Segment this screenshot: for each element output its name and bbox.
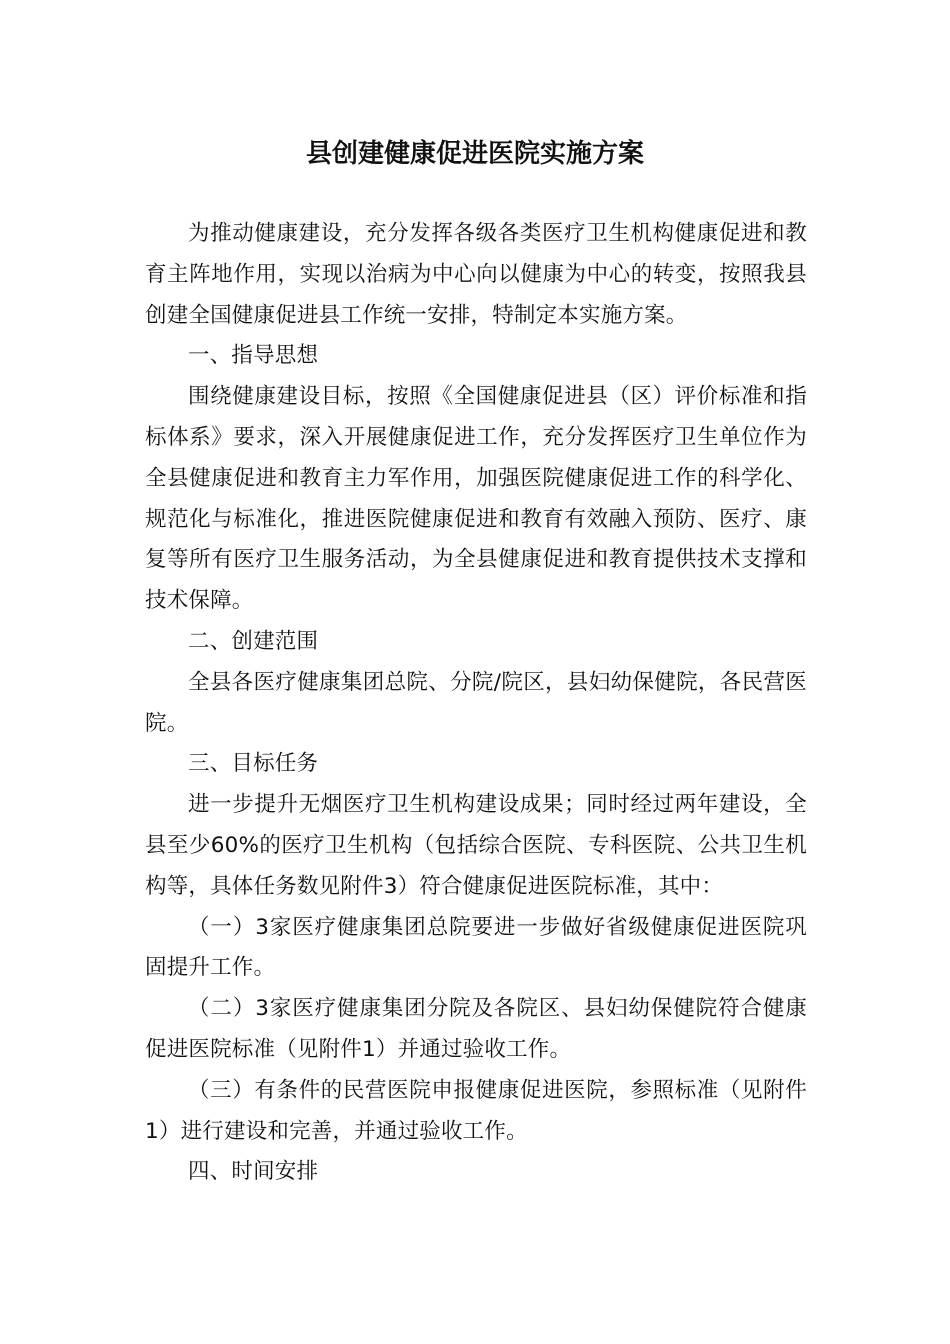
guiding-ideology-paragraph: 围绕健康建设目标，按照《全国健康促进县（区）评价标准和指标体系》要求，深入开展健康促进工作，充分发挥医疗卫生单位作为全县健康促进和教育主力军作用，加强医院健康促进工作的科学化、规范化与标准化，推进医院健康促进和教育有效融入预防、医疗、康复等所有医疗卫生服务活动，为全县健康促进和教育提供技术支撑和技术保障。 — [145, 384, 807, 614]
section-heading-guiding-ideology: 一、指导思想 — [188, 343, 319, 369]
intro-paragraph: 为推动健康建设，充分发挥各级各类医疗卫生机构健康促进和教育主阵地作用，实现以治病为中心向以健康为中心的转变，按照我县创建全国健康促进县工作统一安排，特制定本实施方案。 — [145, 221, 807, 328]
document-body — [145, 214, 807, 1193]
document-title: 县创建健康促进医院实施方案 — [305, 139, 644, 169]
goal-item-3: （三）有条件的民营医院申报健康促进医院，参照标准（见附件1）进行建设和完善，并通过验收工作。 — [145, 1077, 807, 1144]
goals-paragraph: 进一步提升无烟医疗卫生机构建设成果；同时经过两年建设，全县至少60%的医疗卫生机构（包括综合医院、专科医院、公共卫生机构等，具体任务数见附件3）符合健康促进医院标准，其中： — [145, 792, 807, 899]
section-heading-scope: 二、创建范围 — [188, 628, 319, 654]
scope-paragraph: 全县各医疗健康集团总院、分院/院区，县妇幼保健院，各民营医院。 — [145, 669, 807, 736]
section-heading-goals: 三、目标任务 — [188, 751, 319, 777]
goal-item-2: （二）3家医疗健康集团分院及各院区、县妇幼保健院符合健康促进医院标准（见附件1）并通过验收工作。 — [145, 996, 807, 1062]
section-heading-schedule: 四、时间安排 — [188, 1159, 319, 1185]
goal-item-1: （一）3家医疗健康集团总院要进一步做好省级健康促进医院巩固提升工作。 — [145, 914, 807, 981]
